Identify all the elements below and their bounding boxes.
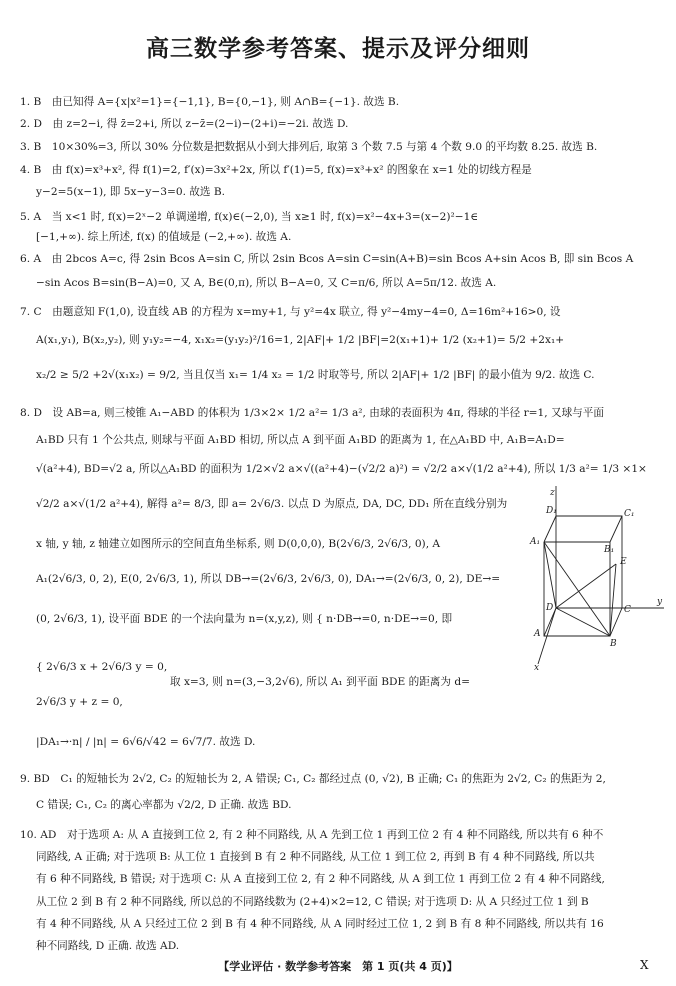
answer-line: √(a²+4), BD=√2 a, 所以△A₁BD 的面积为 1/2×√2 a×√((a²+4)−(√2/2 a)²) = √2/2 a×√(1/2 a²+4), 所以 1/3 a²= 1/3 ×1× bbox=[36, 463, 647, 475]
answer-line: 有 4 种不同路线, 从 A 只经过工位 2 到 B 有 4 种不同路线, 从 A 同时经过工位 1, 2 到 B 有 8 种不同路线, 所以共有 16 bbox=[36, 918, 604, 930]
answer-line: { 2√6/3 x + 2√6/3 y = 0, bbox=[36, 661, 168, 673]
label-a1: A₁ bbox=[530, 537, 541, 547]
answer-line: [−1,+∞). 综上所述, f(x) 的值域是 (−2,+∞). 故选 A. bbox=[36, 231, 292, 243]
answer-line: y−2=5(x−1), 即 5x−y−3=0. 故选 B. bbox=[36, 186, 226, 198]
answer-line: 2√6/3 y + z = 0, bbox=[36, 696, 123, 708]
answer-line: 6. A 由 2bcos A=c, 得 2sin Bcos A=sin C, 所以 2sin Bcos A=sin C=sin(A+B)=sin Bcos A+sin Acos B, 即 sin Bcos A bbox=[20, 253, 634, 265]
label-a: A bbox=[534, 629, 541, 639]
answer-line: 3. B 10×30%=3, 所以 30% 分位数是把数据从小到大排列后, 取第 3 个数 7.5 与第 4 个数 9.0 的平均数 8.25. 故选 B. bbox=[20, 141, 598, 153]
label-d1: D₁ bbox=[546, 506, 557, 516]
label-c: C bbox=[624, 605, 631, 615]
answer-line: 7. C 由题意知 F(1,0), 设直线 AB 的方程为 x=my+1, 与 y²=4x 联立, 得 y²−4my−4=0, Δ=16m²+16>0, 设 bbox=[20, 306, 561, 318]
page-title: 高三数学参考答案、提示及评分细则 bbox=[146, 36, 530, 62]
page-footer: 【学业评估 · 数学参考答案 第 1 页(共 4 页)】 bbox=[218, 960, 458, 973]
answer-line: 8. D 设 AB=a, 则三棱锥 A₁−ABD 的体积为 1/3×2× 1/2 a²= 1/3 a², 由球的表面积为 4π, 得球的半径 r=1, 又球与平面 bbox=[20, 407, 604, 419]
label-y: y bbox=[657, 597, 663, 607]
diagonal-db bbox=[556, 608, 610, 636]
answer-line: C 错误; C₁, C₂ 的离心率都为 √2/2, D 正确. 故选 BD. bbox=[36, 799, 292, 811]
label-c1: C₁ bbox=[624, 509, 635, 519]
label-x: x bbox=[534, 663, 540, 672]
edge-b1c1 bbox=[610, 516, 622, 542]
answer-line: √2/2 a×√(1/2 a²+4), 解得 a²= 8/3, 即 a= 2√6/3. 以点 D 为原点, DA, DC, DD₁ 所在直线分别为 bbox=[36, 498, 508, 510]
answer-line: |DA₁→·n| / |n| = 6√6/√42 = 6√7/7. 故选 D. bbox=[36, 736, 256, 748]
answer-line: 2. D 由 z=2−i, 得 z̄=2+i, 所以 z−z̄=(2−i)−(2+i)=−2i. 故选 D. bbox=[20, 118, 349, 130]
answer-line: −sin Acos B=sin(B−A)=0, 又 A, B∈(0,π), 所以 B−A=0, 又 C=π/6, 所以 A=5π/12. 故选 A. bbox=[36, 277, 497, 289]
answer-line: 种不同路线, D 正确. 故选 AD. bbox=[36, 940, 180, 952]
answer-line: 取 x=3, 则 n=(3,−3,2√6), 所以 A₁ 到平面 BDE 的距离为 d= bbox=[170, 676, 471, 688]
answer-line: 1. B 由已知得 A={x|x²=1}={−1,1}, B={0,−1}, 则 A∩B={−1}. 故选 B. bbox=[20, 96, 400, 108]
edge-a1d1 bbox=[544, 516, 556, 542]
label-b1: B₁ bbox=[604, 545, 615, 555]
answer-line: A(x₁,y₁), B(x₂,y₂), 则 y₁y₂=−4, x₁x₂=(y₁y₂)²/16=1, 2|AF|+ 1/2 |BF|=2(x₁+1)+ 1/2 (x₂+1)= 5/2 +2x₁+ bbox=[36, 334, 565, 346]
top-back-edges bbox=[556, 516, 622, 608]
answer-line: 同路线, A 正确; 对于选项 B: 从工位 1 直接到 B 有 2 种不同路线, 从工位 1 到工位 2, 再到 B 有 4 种不同路线, 所以共 bbox=[36, 851, 595, 863]
diagonal-a1b bbox=[544, 542, 610, 636]
answer-line: 有 6 种不同路线, B 错误; 对于选项 C: 从 A 直接到工位 2, 有 2 种不同路线, 从 A 到工位 1 再到工位 2 有 4 种不同路线, bbox=[36, 873, 605, 885]
answer-line: 4. B 由 f(x)=x³+x², 得 f(1)=2, f′(x)=3x²+2x, 所以 f′(1)=5, f(x)=x³+x² 的图象在 x=1 处的切线方程是 bbox=[20, 164, 532, 176]
answer-line: A₁(2√6/3, 0, 2), E(0, 2√6/3, 1), 所以 DB→=(2√6/3, 2√6/3, 0), DA₁→=(2√6/3, 0, 2), DE→= bbox=[36, 573, 501, 585]
answer-line: A₁BD 只有 1 个公共点, 则球与平面 A₁BD 相切, 所以点 A 到平面 A₁BD 的距离为 1, 在△A₁BD 中, A₁B=A₁D= bbox=[36, 434, 565, 446]
diagonal-a1d bbox=[544, 542, 556, 608]
label-z: z bbox=[550, 488, 555, 498]
cube-coordinate-figure bbox=[526, 486, 666, 672]
answer-line: 5. A 当 x<1 时, f(x)=2ˣ−2 单调递增, f(x)∈(−2,0), 当 x≥1 时, f(x)=x²−4x+3=(x−2)²−1∈ bbox=[20, 211, 479, 223]
corner-mark: X bbox=[640, 958, 649, 972]
answer-line: x₂/2 ≥ 5/2 +2√(x₁x₂) = 9/2, 当且仅当 x₁= 1/4 x₂ = 1/2 时取等号, 所以 2|AF|+ 1/2 |BF| 的最小值为 9/2. 故选 C. bbox=[36, 369, 595, 381]
label-b: B bbox=[610, 639, 617, 649]
answer-line: 从工位 2 到 B 有 2 种不同路线, 所以总的不同路线数为 (2+4)×2=12, C 错误; 对于选项 D: 从 A 只经过工位 1 到 B bbox=[36, 896, 589, 908]
answer-line: 9. BD C₁ 的短轴长为 2√2, C₂ 的短轴长为 2, A 错误; C₁, C₂ 都经过点 (0, √2), B 正确; C₁ 的焦距为 2√2, C₂ 的焦距为 2, bbox=[20, 773, 606, 785]
answer-line: 10. AD 对于选项 A: 从 A 直接到工位 2, 有 2 种不同路线, 从 A 先到工位 1 再到工位 2 有 4 种不同路线, 所以共有 6 种不 bbox=[20, 829, 604, 841]
label-e: E bbox=[620, 557, 627, 567]
answer-line: (0, 2√6/3, 1), 设平面 BDE 的一个法向量为 n=(x,y,z), 则 { n·DB→=0, n·DE→=0, 即 bbox=[36, 613, 453, 625]
answer-line: x 轴, y 轴, z 轴建立如图所示的空间直角坐标系, 则 D(0,0,0), B(2√6/3, 2√6/3, 0), A bbox=[36, 538, 441, 550]
label-d: D bbox=[546, 603, 554, 613]
